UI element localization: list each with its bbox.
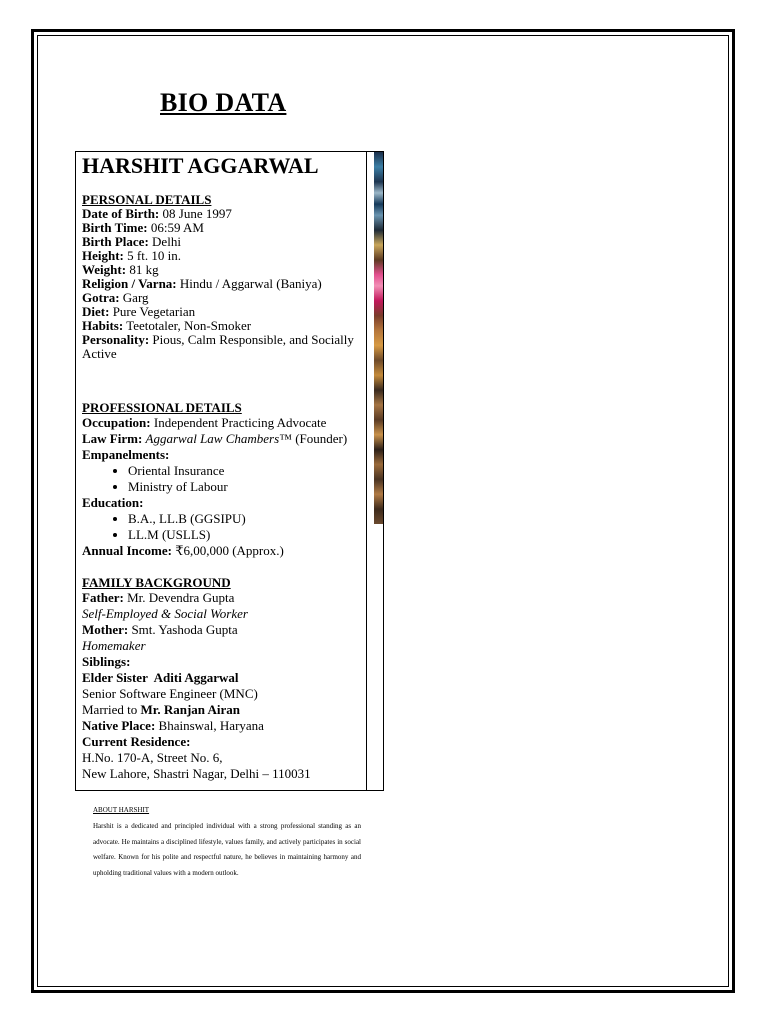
siblings-label: Siblings:: [82, 654, 131, 669]
photo-strip: [374, 152, 383, 524]
personal-details-list: [82, 207, 366, 361]
personal-detail-value: Teetotaler, Non-Smoker: [126, 318, 252, 333]
personal-details-heading: PERSONAL DETAILS: [82, 192, 212, 207]
bio-box: [75, 151, 384, 791]
personal-detail-value: Hindu / Aggarwal (Baniya): [179, 276, 322, 291]
personal-detail-value: 08 June 1997: [162, 206, 232, 221]
personal-detail-label: Height:: [82, 248, 124, 263]
occupation-row: [82, 415, 366, 431]
personal-detail-value: 06:59 AM: [150, 220, 204, 235]
income-value: ₹6,00,000 (Approx.): [175, 543, 284, 558]
father-row: [82, 590, 366, 606]
family-background-heading: FAMILY BACKGROUND: [82, 575, 231, 590]
personal-detail-label: Birth Time:: [82, 220, 148, 235]
married-prefix: Married to: [82, 702, 138, 717]
personal-detail-value: 5 ft. 10 in.: [127, 248, 181, 263]
law-firm-row: [82, 431, 366, 447]
personal-detail-row: [82, 333, 366, 361]
father-value: Mr. Devendra Gupta: [127, 590, 235, 605]
personal-detail-label: Habits:: [82, 318, 124, 333]
mother-value: Smt. Yashoda Gupta: [131, 622, 238, 637]
income-row: [82, 543, 366, 559]
native-place-row: [82, 718, 366, 734]
bio-content: [82, 152, 367, 790]
empanelments-label: Empanelments:: [82, 447, 170, 462]
law-firm-name: Aggarwal Law Chambers: [145, 431, 280, 446]
occupation-value: Independent Practicing Advocate: [153, 415, 327, 430]
sister-label: Elder Sister: [82, 670, 148, 685]
sister-name: Aditi Aggarwal: [153, 670, 239, 685]
married-row: [82, 702, 366, 718]
personal-detail-value: Pious, Calm Responsible, and Socially Active: [82, 332, 354, 361]
residence-line-1: H.No. 170-A, Street No. 6,: [82, 750, 223, 765]
native-place-value: Bhainswal, Haryana: [158, 718, 264, 733]
sister-row: [82, 670, 366, 686]
personal-detail-row: [82, 235, 366, 249]
personal-detail-label: Gotra:: [82, 290, 120, 305]
personal-detail-row: [82, 207, 366, 221]
personal-detail-row: [82, 277, 366, 291]
father-label: Father:: [82, 590, 124, 605]
personal-detail-label: Weight:: [82, 262, 127, 277]
law-firm-label: Law Firm:: [82, 431, 143, 446]
law-firm-role: (Founder): [295, 431, 348, 446]
personal-detail-value: 81 kg: [129, 262, 159, 277]
native-place-label: Native Place:: [82, 718, 156, 733]
personal-detail-value: Garg: [122, 290, 149, 305]
personal-detail-row: [82, 291, 366, 305]
personal-detail-value: Delhi: [152, 234, 181, 249]
education-list: [82, 511, 366, 543]
residence-label: Current Residence:: [82, 734, 191, 749]
about-section: [93, 805, 361, 881]
empanelment-item: • Oriental Insurance: [128, 463, 366, 479]
empanelment-item: • Ministry of Labour: [128, 479, 366, 495]
mother-occupation: Homemaker: [82, 638, 146, 653]
personal-detail-label: Personality:: [82, 332, 150, 347]
personal-detail-label: Date of Birth:: [82, 206, 160, 221]
about-text: Harshit is a dedicated and principled individual with a strong professional standing as an advocate. He maintains a disciplined lifestyle, values family, and actively participates in social welfare. Known for his polite and respectful nature, he believes in maintaining harmony and upholding traditional values with a modern outlook.: [93, 822, 361, 877]
education-item: • B.A., LL.B (GGSIPU): [128, 511, 366, 527]
personal-detail-value: Pure Vegetarian: [112, 304, 196, 319]
about-heading: ABOUT HARSHIT: [93, 806, 150, 814]
education-label: Education:: [82, 495, 144, 510]
professional-details-heading: PROFESSIONAL DETAILS: [82, 400, 242, 415]
married-name: Mr. Ranjan Airan: [140, 702, 241, 717]
personal-detail-label: Religion / Varna:: [82, 276, 177, 291]
personal-detail-row: [82, 305, 366, 319]
page-title: BIO DATA: [160, 88, 287, 117]
residence-line-2: New Lahore, Shastri Nagar, Delhi – 110031: [82, 766, 311, 781]
personal-detail-row: [82, 263, 366, 277]
mother-label: Mother:: [82, 622, 129, 637]
mother-row: [82, 622, 366, 638]
trademark-symbol: ™: [279, 431, 292, 446]
personal-detail-row: [82, 249, 366, 263]
candidate-name: HARSHIT AGGARWAL: [82, 153, 319, 178]
personal-detail-label: Birth Place:: [82, 234, 149, 249]
personal-detail-label: Diet:: [82, 304, 110, 319]
empanelments-list: [82, 463, 366, 495]
personal-detail-row: [82, 319, 366, 333]
education-item: • LL.M (USLLS): [128, 527, 366, 543]
father-occupation: Self-Employed & Social Worker: [82, 606, 248, 621]
income-label: Annual Income:: [82, 543, 172, 558]
sister-job: Senior Software Engineer (MNC): [82, 686, 258, 701]
occupation-label: Occupation:: [82, 415, 151, 430]
personal-detail-row: [82, 221, 366, 235]
